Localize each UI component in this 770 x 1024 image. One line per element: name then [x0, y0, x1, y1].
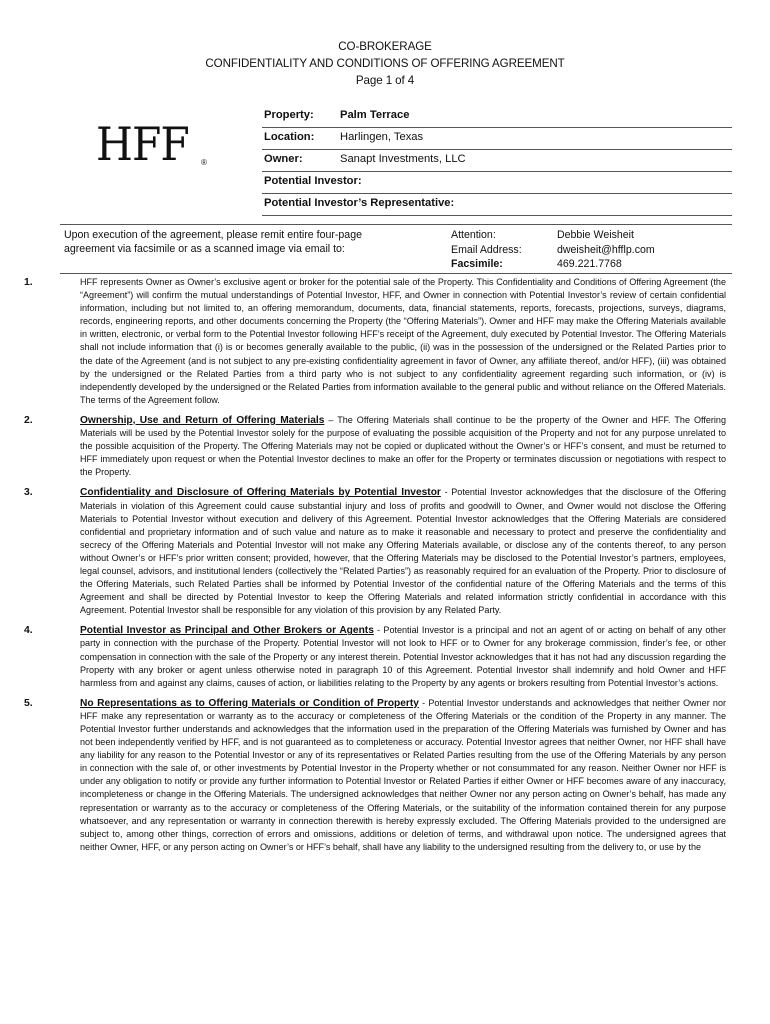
section-text: - Potential Investor acknowledges that the disclosure of the Offering Materials in violation of this Agreement could cause substantial injury and loss of profits and goodwill to Owner, and Owner would not disclose the Offering Materials to Potential Investor without execution and delivery of this Agreement. Potential Investor acknowledges that the Offering Materials are considered confidential and proprietary information and of such value and nature as to make it reasonable and necessary to protect and preserve the confidentiality and secrecy of the Offering Materials and Potential Investor will not make any Offering Materials available, or disclose any of the contents thereof, to any person without Owner’s or HFF’s prior written consent; provided, however, that the Offering Materials may be disclosed to the Potential Investor’s partners, employees, legal counsel, advisors, and institutional lenders (collectively the “Related Parties”) as reasonably required for an evaluation of the Property. Prior to disclosure of the Offering Materials, such Related Parties shall be informed by Potential Investor of the confidential nature of the Offering Materials and the terms of this Agreement and shall be directed by Potential Investor to keep the Offering Materials and related information strictly confidential in accordance with this Agreement. Potential Investor shall be responsible for any violation of this provision by any Related Party. [80, 487, 726, 616]
agreement-sections [0, 276, 770, 861]
email-link[interactable]: dweisheit@hfflp.com [557, 243, 655, 256]
section-body [80, 697, 726, 854]
divider [60, 224, 732, 225]
info-row-owner [262, 150, 732, 172]
section-number: 2. [24, 414, 33, 426]
remit-instructions: Upon execution of the agreement, please remit entire four-page agreement via facsimile or as a scanned image via email to: [64, 229, 362, 255]
title-line-2: CONFIDENTIALITY AND CONDITIONS OF OFFERING AGREEMENT [205, 57, 565, 70]
section-heading: Potential Investor as Principal and Other Brokers or Agents [80, 625, 374, 637]
section-5 [0, 697, 770, 854]
page-indicator: Page 1 of 4 [355, 74, 415, 87]
section-heading: Ownership, Use and Return of Offering Materials [80, 414, 325, 426]
contact-label: Attention: [451, 229, 496, 241]
section-text: HFF represents Owner as Owner’s exclusive agent or broker for the potential sale of the Property. This Confidentiality and Conditions of Offering Agreement (the “Agreement”) will confirm the mutual understandings of Potential Investor, HFF, and Owner in connection with Potential Investor’s review of certain confidential information, including but not limited to, an offering memorandum, documents, data, financial statements, reports, forecasts, projections, surveys, diagrams, records, engineering reports, and other documents concerning the Property (the “Offering Materials”). Owner and HFF may make the Offering Materials available in written, electronic, or verbal form to the Potential Investor following HFF’s receipt of the Agreement, duly executed by Potential Investor. The Offering Materials shall not include information that (i) is or becomes generally available to the public, (ii) was in the possession of the undersigned or the Related Parties prior to the date of the Agreement (and is not subject to any pre-existing confidentiality agreement in favor of Owner, any affiliate thereof, and/or HFF), (iii) was obtained by the undersigned or the Related Parties from a third party who is not subject to any confidentiality agreement regarding such information, or (iv) is independently developed by the undersigned or the Related Parties from information available to the general public and without reliance on the Offered Materials. The terms of the Agreement follow. [80, 277, 726, 405]
section-2 [0, 414, 770, 479]
section-text: - Potential Investor understands and acknowledges that neither Owner nor HFF make any representation or warranty as to the accuracy or completeness of the Offering Materials or the condition of the Property in any manner. The Potential Investor further understands and acknowledges that the information used in the preparation of the Offering Materials was furnished by Owner and has not been independently verified by HFF, and is not guaranteed as to completeness or accuracy. Potential Investor agrees that neither Owner, nor HFF shall have any liability for any reason to the Potential Investor or any of its representatives or Related Parties resulting from the use of the Offering Materials by any person in connection with the sale of, or other investments by Potential Investor in the Property whether or not consummated for any reason. Neither Owner nor HFF is under any obligation to notify or provide any further information to Potential Investor or Related Parties if either Owner or HFF becomes aware of any inaccuracy, incompleteness or change in the Offering Materials. The undersigned acknowledges that neither Owner nor any person acting on Owner’s behalf, has made any representation or warranty as to the accuracy or completeness of the Offering Materials, or the suitability of the information contained therein for any purpose whatsoever, and any representation or warranty in connection therewith is hereby expressly excluded. The Offering Materials provided to the undersigned are subject to, among other things, correction of errors and omissions, additions or deletion of terms, and withdrawal upon notice. The undersigned agrees that neither Owner, HFF, or any person acting on Owner’s or HFF’s behalf, shall have any liability to the undersigned resulting from the delivery to, or use by the [80, 697, 726, 852]
info-value: Palm Terrace [340, 109, 410, 121]
contact-label: Email Address: [451, 243, 522, 256]
info-label: Property: [264, 109, 314, 121]
info-value: Sanapt Investments, LLC [340, 153, 466, 165]
section-body [80, 414, 726, 479]
info-row-potential-investor [262, 172, 732, 194]
registered-mark: ® [201, 158, 207, 167]
info-row-location [262, 128, 732, 150]
info-row-investor-representative [262, 194, 732, 216]
section-heading: Confidentiality and Disclosure of Offering Materials by Potential Investor [80, 487, 441, 499]
section-text: – The Offering Materials shall continue to be the property of the Owner and HFF. The Offering Materials will be used by the Potential Investor solely for the purpose of evaluating the possible acquisition of the Property and not for any purpose unrelated to the possible acquisition of the Property. The Offering Materials may not be copied or duplicated without the Owner’s or HFF’s consent, and must be returned to HFF immediately upon request or when the Potential Investor declines to make an offer for the Property or terminates discussion or negotiations with respect to the Property. [80, 414, 726, 478]
section-number: 5. [24, 697, 33, 709]
property-info-table [262, 106, 732, 216]
contact-value: Debbie Weisheit [557, 229, 634, 241]
section-heading: No Representations as to Offering Materials or Condition of Property [80, 697, 419, 709]
section-number: 1. [24, 277, 33, 288]
section-1 [0, 276, 770, 407]
section-body [80, 276, 726, 407]
info-label: Potential Investor: [264, 175, 362, 187]
info-value: Harlingen, Texas [340, 131, 424, 143]
title-line-1: CO-BROKERAGE [338, 40, 432, 53]
section-text: - Potential Investor is a principal and not an agent of or acting on behalf of any other party in connection with the purchase of the Property. Potential Investor will not look to HFF or to Owner for any brokerage commission, finder’s fee, or other compensation in connection with the sale of the Property or any interest therein. Potential Investor acknowledges that it has not had any discussion regarding the Property with any broker or agent unless otherwise noted in paragraph 10 of this Agreement. Potential Investor shall indemnify and hold Owner and HFF harmless from and against any claims, causes of action, or liabilities relating to the Property by any agents or brokers resulting from Potential Investor’s actions. [80, 625, 727, 688]
contact-row-attention [451, 228, 741, 243]
contact-row-facsimile [451, 257, 741, 272]
hff-logo: HFF [96, 117, 189, 171]
document-title [0, 38, 770, 89]
contact-value: 469.221.7768 [557, 258, 622, 270]
section-number: 4. [24, 625, 33, 637]
info-row-property [262, 106, 732, 128]
divider [60, 273, 732, 274]
contact-row-email [451, 243, 741, 258]
section-body [80, 624, 726, 689]
section-3 [0, 486, 770, 617]
contact-block [451, 228, 741, 272]
section-number: 3. [24, 487, 33, 499]
info-label: Potential Investor’s Representative: [264, 197, 455, 209]
section-4 [0, 624, 770, 689]
info-label: Location: [264, 131, 315, 143]
section-body [80, 486, 726, 617]
info-label: Owner: [264, 153, 303, 165]
contact-label: Facsimile: [451, 258, 503, 270]
